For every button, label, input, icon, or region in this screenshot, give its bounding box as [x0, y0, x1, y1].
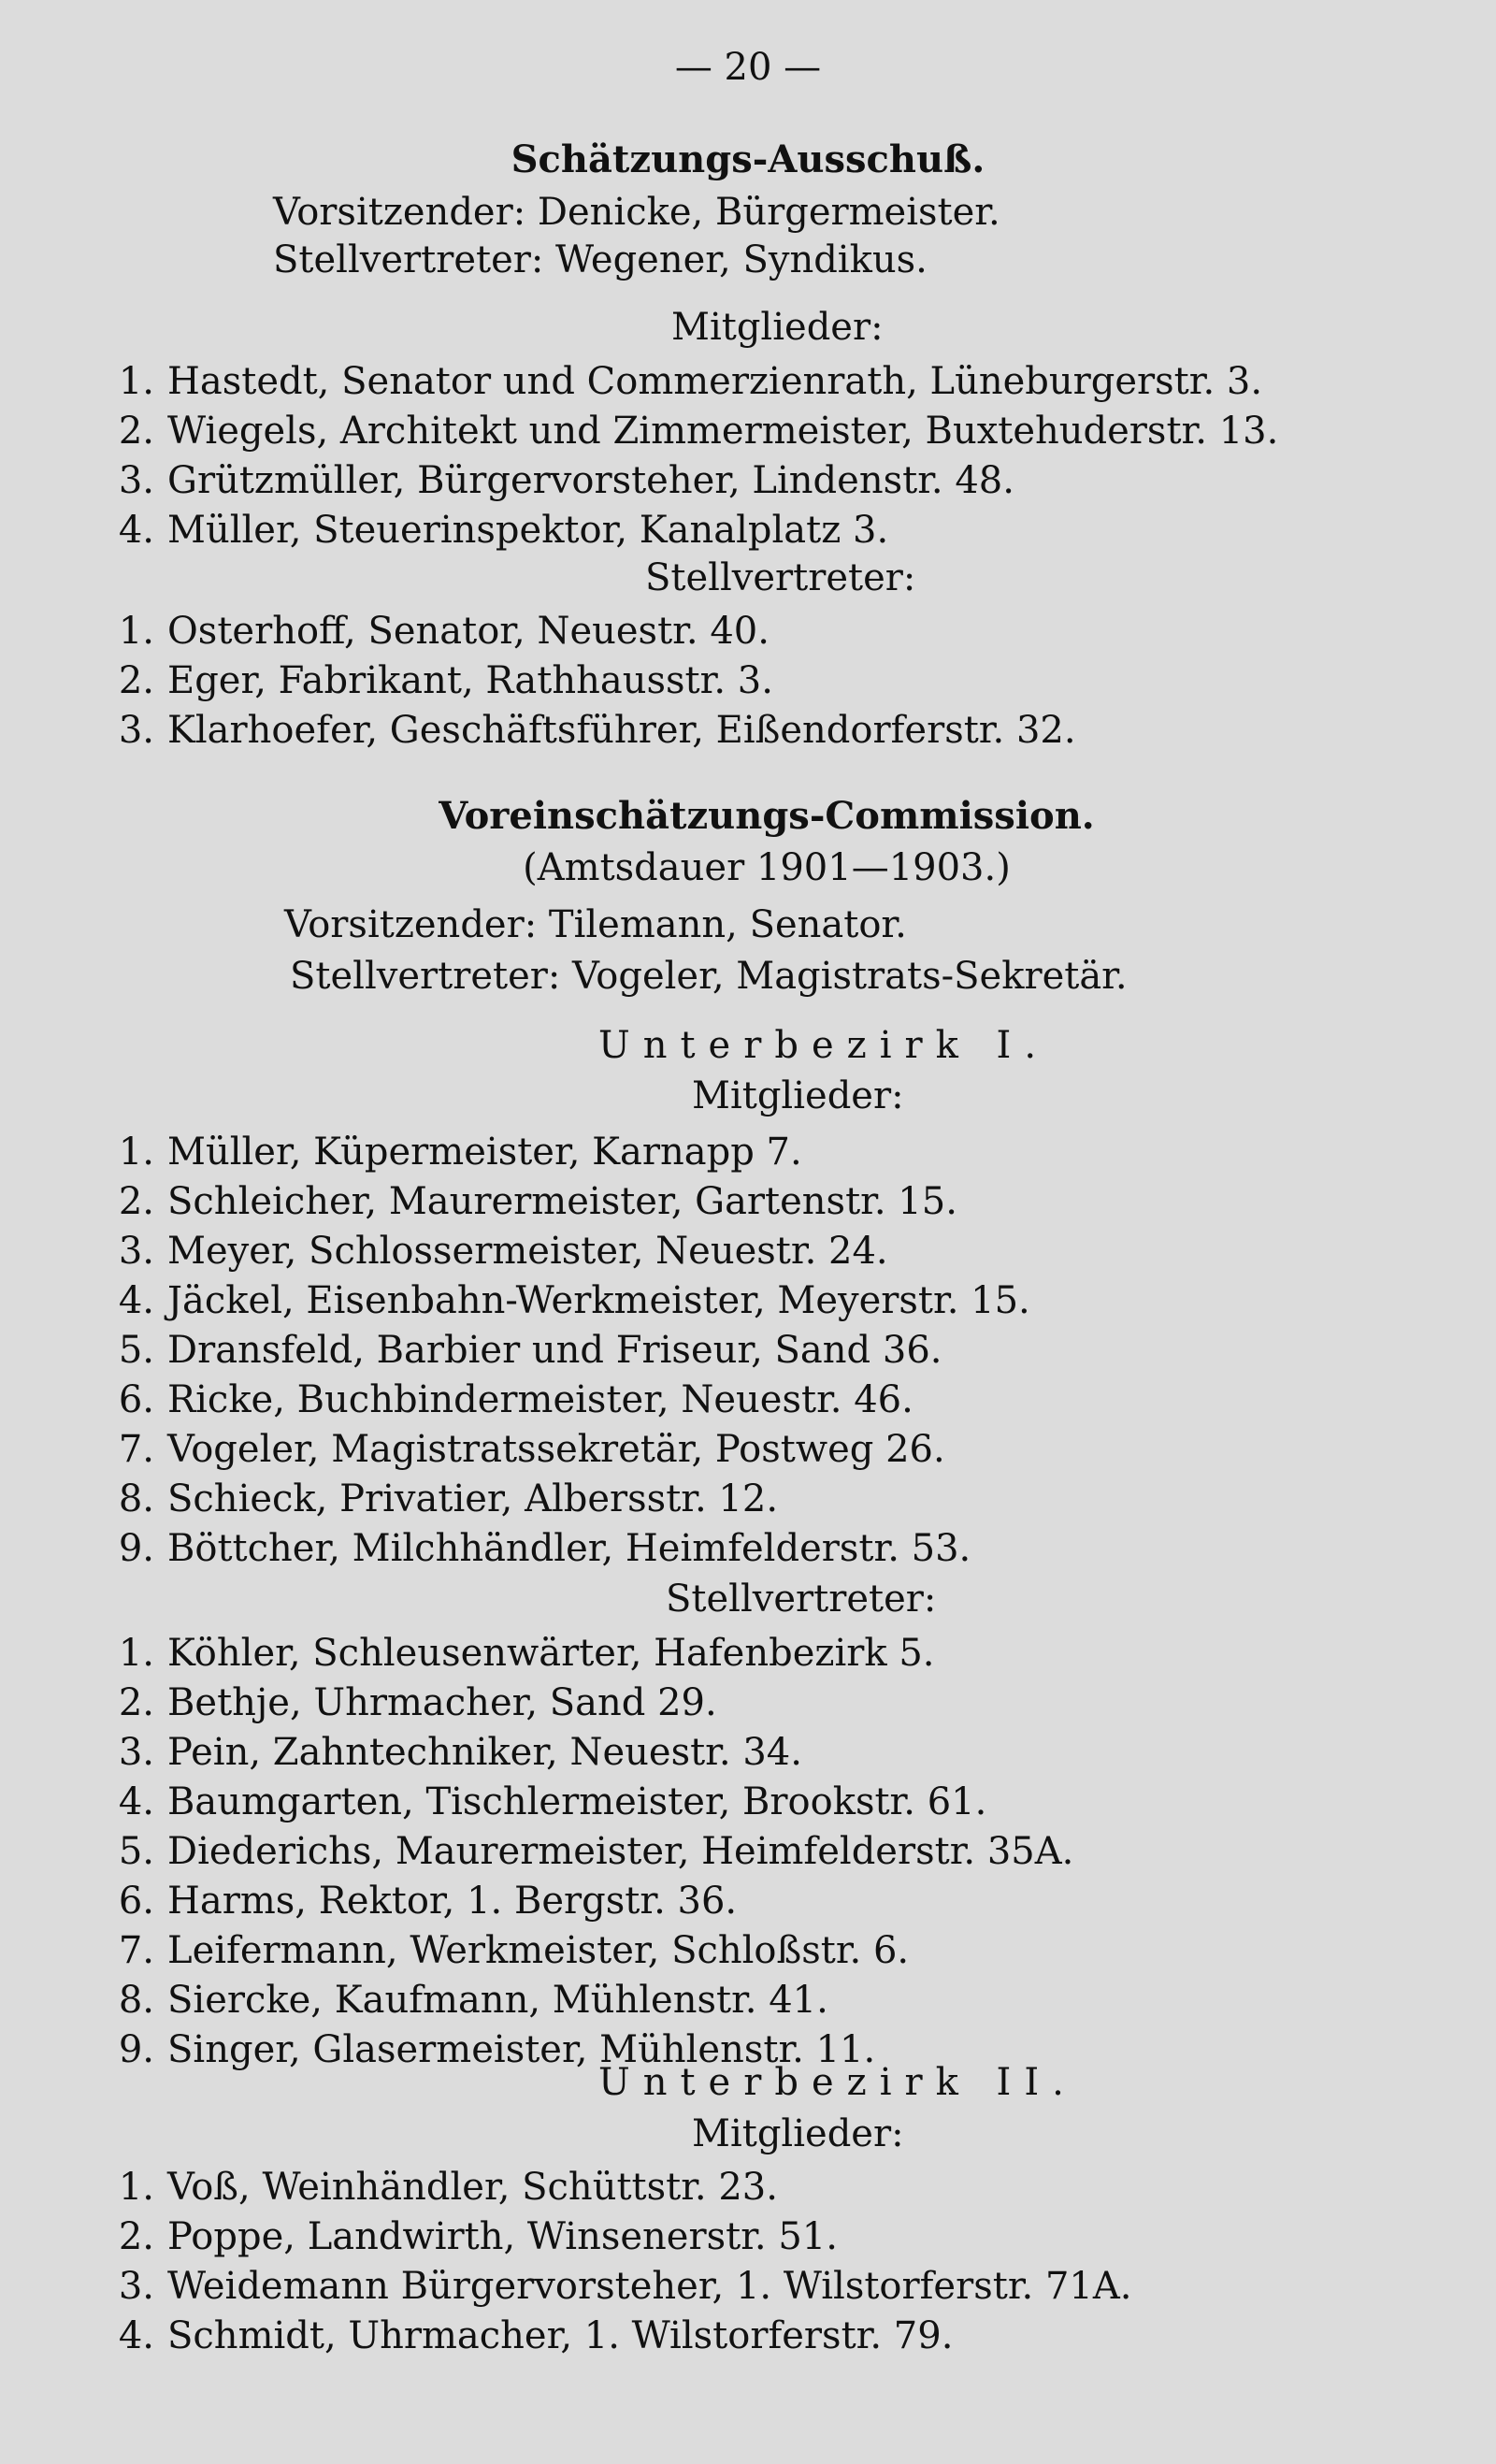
- subdistrict-heading-1: Unterbezirk I.: [598, 1024, 1050, 1067]
- deputies-heading: Stellvertreter:: [645, 556, 916, 599]
- item-text: Siercke, Kaufmann, Mühlenstr. 41.: [167, 1979, 828, 2022]
- item-number: 2.: [118, 2215, 154, 2258]
- list-item: [108, 1477, 778, 1521]
- list-item: [108, 1130, 802, 1174]
- list-item: [108, 1179, 957, 1224]
- item-number: 4.: [118, 1780, 154, 1823]
- item-number: 2.: [118, 1681, 154, 1724]
- list-item: [108, 1680, 717, 1725]
- list-item: [108, 1829, 1073, 1874]
- deputy-line: Stellvertreter: Wegener, Syndikus.: [273, 238, 928, 281]
- item-number: 2.: [118, 1180, 154, 1223]
- list-item: [108, 458, 1014, 503]
- item-text: Müller, Steuerinspektor, Kanalplatz 3.: [167, 509, 889, 552]
- item-text: Singer, Glasermeister, Mühlenstr. 11.: [167, 2028, 876, 2071]
- list-item: [108, 1526, 971, 1571]
- item-text: Weidemann Bürgervorsteher, 1. Wilstorferstr. 71A.: [167, 2265, 1132, 2308]
- list-item: [108, 409, 1278, 454]
- item-text: Grützmüller, Bürgervorsteher, Lindenstr. 48.: [167, 459, 1014, 502]
- item-text: Meyer, Schlossermeister, Neuestr. 24.: [167, 1230, 888, 1273]
- list-item: [108, 609, 770, 654]
- deputies-heading: Stellvertreter:: [666, 1578, 937, 1621]
- list-item: [108, 1631, 935, 1676]
- item-number: 1.: [118, 610, 154, 653]
- item-text: Böttcher, Milchhändler, Heimfelderstr. 53.: [167, 1527, 971, 1570]
- list-item: [108, 658, 773, 703]
- item-number: 7.: [118, 1929, 154, 1972]
- item-text: Schieck, Privatier, Albersstr. 12.: [167, 1477, 779, 1520]
- list-item: [108, 1928, 909, 1973]
- item-number: 1.: [118, 360, 154, 403]
- list-item: [108, 1730, 802, 1775]
- item-number: 9.: [118, 2028, 154, 2071]
- item-text: Pein, Zahntechniker, Neuestr. 34.: [167, 1731, 802, 1774]
- item-number: 1.: [118, 1131, 154, 1174]
- item-text: Köhler, Schleusenwärter, Hafenbezirk 5.: [167, 1632, 935, 1675]
- chair-line: Vorsitzender: Denicke, Bürgermeister.: [273, 191, 1000, 234]
- item-number: 7.: [118, 1428, 154, 1471]
- chair-line: Vorsitzender: Tilemann, Senator.: [284, 903, 907, 946]
- page-number: — 20 —: [674, 46, 822, 89]
- item-text: Dransfeld, Barbier und Friseur, Sand 36.: [167, 1329, 942, 1372]
- list-item: [108, 1879, 737, 1924]
- section-title-schaetzungs-ausschuss: Schätzungs-Ausschuß.: [511, 137, 985, 181]
- item-number: 2.: [118, 410, 154, 453]
- item-number: 3.: [118, 459, 154, 502]
- item-text: Wiegels, Architekt und Zimmermeister, Buxtehuderstr. 13.: [167, 410, 1279, 453]
- item-text: Schmidt, Uhrmacher, 1. Wilstorferstr. 79.: [167, 2314, 954, 2357]
- item-number: 3.: [118, 1230, 154, 1273]
- subdistrict-heading-2: Unterbezirk II.: [598, 2061, 1077, 2104]
- item-number: 8.: [118, 1477, 154, 1520]
- list-item: [108, 2264, 1131, 2309]
- list-item: [108, 2313, 953, 2358]
- list-item: [108, 359, 1262, 404]
- item-text: Müller, Küpermeister, Karnapp 7.: [167, 1131, 802, 1174]
- item-number: 9.: [118, 1527, 154, 1570]
- list-item: [108, 508, 888, 553]
- list-item: [108, 1377, 913, 1422]
- deputy-line: Stellvertreter: Vogeler, Magistrats-Sekretär.: [290, 955, 1128, 998]
- item-number: 5.: [118, 1830, 154, 1873]
- item-number: 8.: [118, 1979, 154, 2022]
- item-number: 3.: [118, 709, 154, 752]
- item-text: Harms, Rektor, 1. Bergstr. 36.: [167, 1880, 738, 1923]
- item-text: Poppe, Landwirth, Winsenerstr. 51.: [167, 2215, 838, 2258]
- item-number: 2.: [118, 659, 154, 702]
- item-text: Diederichs, Maurermeister, Heimfelderstr. 35A.: [167, 1830, 1074, 1873]
- item-text: Klarhoefer, Geschäftsführer, Eißendorferstr. 32.: [167, 709, 1076, 752]
- list-item: [108, 1278, 1030, 1323]
- item-text: Bethje, Uhrmacher, Sand 29.: [167, 1681, 717, 1724]
- members-heading: Mitglieder:: [671, 306, 884, 349]
- item-number: 5.: [118, 1329, 154, 1372]
- item-number: 1.: [118, 1632, 154, 1675]
- list-item: [108, 1229, 888, 1274]
- item-text: Baumgarten, Tischlermeister, Brookstr. 61.: [167, 1780, 987, 1823]
- members-heading: Mitglieder:: [692, 2112, 904, 2155]
- members-heading: Mitglieder:: [692, 1074, 904, 1117]
- list-item: [108, 1328, 942, 1373]
- item-number: 3.: [118, 2265, 154, 2308]
- list-item: [108, 2214, 838, 2259]
- list-item: [108, 1978, 828, 2023]
- item-number: 4.: [118, 509, 154, 552]
- item-number: 1.: [118, 2166, 154, 2209]
- item-number: 4.: [118, 1279, 154, 1322]
- term-line: (Amtsdauer 1901—1903.): [523, 846, 1011, 889]
- list-item: [108, 708, 1076, 753]
- section-title-voreinschaetzungs-commission: Voreinschätzungs-Commission.: [439, 794, 1095, 838]
- item-number: 4.: [118, 2314, 154, 2357]
- list-item: [108, 1780, 986, 1824]
- item-text: Ricke, Buchbindermeister, Neuestr. 46.: [167, 1378, 913, 1421]
- list-item: [108, 1427, 945, 1472]
- item-text: Voß, Weinhändler, Schüttstr. 23.: [167, 2166, 778, 2209]
- item-number: 6.: [118, 1378, 154, 1421]
- item-text: Eger, Fabrikant, Rathhausstr. 3.: [167, 659, 773, 702]
- item-text: Schleicher, Maurermeister, Gartenstr. 15.: [167, 1180, 957, 1223]
- item-text: Hastedt, Senator und Commerzienrath, Lüneburgerstr. 3.: [167, 360, 1263, 403]
- item-number: 3.: [118, 1731, 154, 1774]
- item-number: 6.: [118, 1880, 154, 1923]
- item-text: Vogeler, Magistratssekretär, Postweg 26.: [167, 1428, 945, 1471]
- item-text: Leifermann, Werkmeister, Schloßstr. 6.: [167, 1929, 910, 1972]
- item-text: Osterhoff, Senator, Neuestr. 40.: [167, 610, 770, 653]
- item-text: Jäckel, Eisenbahn-Werkmeister, Meyerstr. 15.: [167, 1279, 1030, 1322]
- list-item: [108, 2165, 778, 2210]
